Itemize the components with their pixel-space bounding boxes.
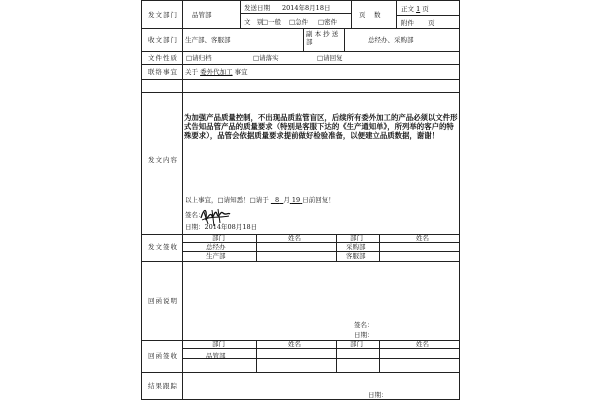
issuing-dept-value: 品管部 [192, 11, 212, 19]
contact-subject: 关于 委外代加工 事宜 [185, 68, 248, 76]
cc-value: 总经办、采购部 [368, 36, 414, 44]
tracking-date-label: 日期： [368, 391, 388, 399]
page-count-label: 页 数 [359, 11, 382, 19]
sign-row-2-left: 生产部 [206, 252, 226, 260]
doc-type-label: 文 别 [244, 18, 264, 26]
closing-line: 以上事宜，□请知悉！□请于 8 月 19 日前回复！ [185, 196, 335, 204]
sign-col-dept-2: 部门 [350, 234, 363, 242]
receiving-dept-label: 收文部门 [148, 36, 178, 44]
reply-receipt-label: 回函签收 [148, 352, 178, 360]
sign-col-dept-1: 部门 [212, 234, 225, 242]
sign-row-2-right: 客服部 [346, 252, 366, 260]
sign-receipt-label: 发文签收 [148, 243, 178, 251]
content-label: 发文内容 [148, 156, 178, 164]
doc-type-general[interactable]: □一般 [262, 18, 282, 26]
sign-col-name-1: 姓名 [288, 234, 301, 242]
file-nature-implement[interactable]: □请落实 [253, 54, 279, 62]
send-date-label: 发送日期 [244, 4, 270, 12]
doc-type-confidential[interactable]: □密件 [318, 18, 338, 26]
attachment-pages: 附件 页 [401, 19, 435, 27]
reply-col-dept-1: 部门 [212, 340, 225, 348]
content-body: 为加强产品质量控制，不出现品质监管盲区，后续所有委外加工的产品必须以文件形式告知品管产品的质量要求（特别是客服下达的《生产通知单》，所列举的客户的特殊要求），品管会依据质量要求提前做好检验准备，以便建立品质数据，谢谢！ [184, 113, 458, 140]
reply-label: 回函说明 [148, 297, 178, 305]
reply-col-name-1: 姓名 [288, 340, 301, 348]
send-date-value: 2014年8月18日 [282, 4, 331, 12]
file-nature-label: 文件性质 [148, 54, 178, 62]
reply-sign-label: 签名： [354, 321, 374, 329]
sign-row-1-left: 总经办 [206, 243, 226, 251]
sign-row-1-right: 采购部 [346, 243, 366, 251]
content-date: 日期：2014年08月18日 [185, 223, 258, 231]
file-nature-archive[interactable]: □请归档 [186, 54, 212, 62]
reply-row-dept: 品管部 [206, 352, 226, 360]
main-text-pages: 正文 1 页 [401, 5, 429, 13]
dispatch-form [141, 0, 460, 400]
issuing-dept-label: 发文部门 [148, 11, 178, 19]
sign-col-name-2: 姓名 [416, 234, 429, 242]
reply-col-name-2: 姓名 [416, 340, 429, 348]
receiving-dept-value: 生产部、客服部 [185, 36, 231, 44]
contact-label: 联络事宜 [148, 68, 178, 76]
doc-type-urgent[interactable]: □急件 [289, 18, 309, 26]
cc-label: 副 本 抄 送 部 [306, 30, 339, 46]
reply-date-label: 日期： [354, 331, 374, 339]
tracking-label: 结果跟踪 [148, 382, 178, 390]
file-nature-reply[interactable]: □请回复 [317, 54, 343, 62]
reply-col-dept-2: 部门 [350, 340, 363, 348]
sign-label: 签名： [185, 211, 205, 219]
